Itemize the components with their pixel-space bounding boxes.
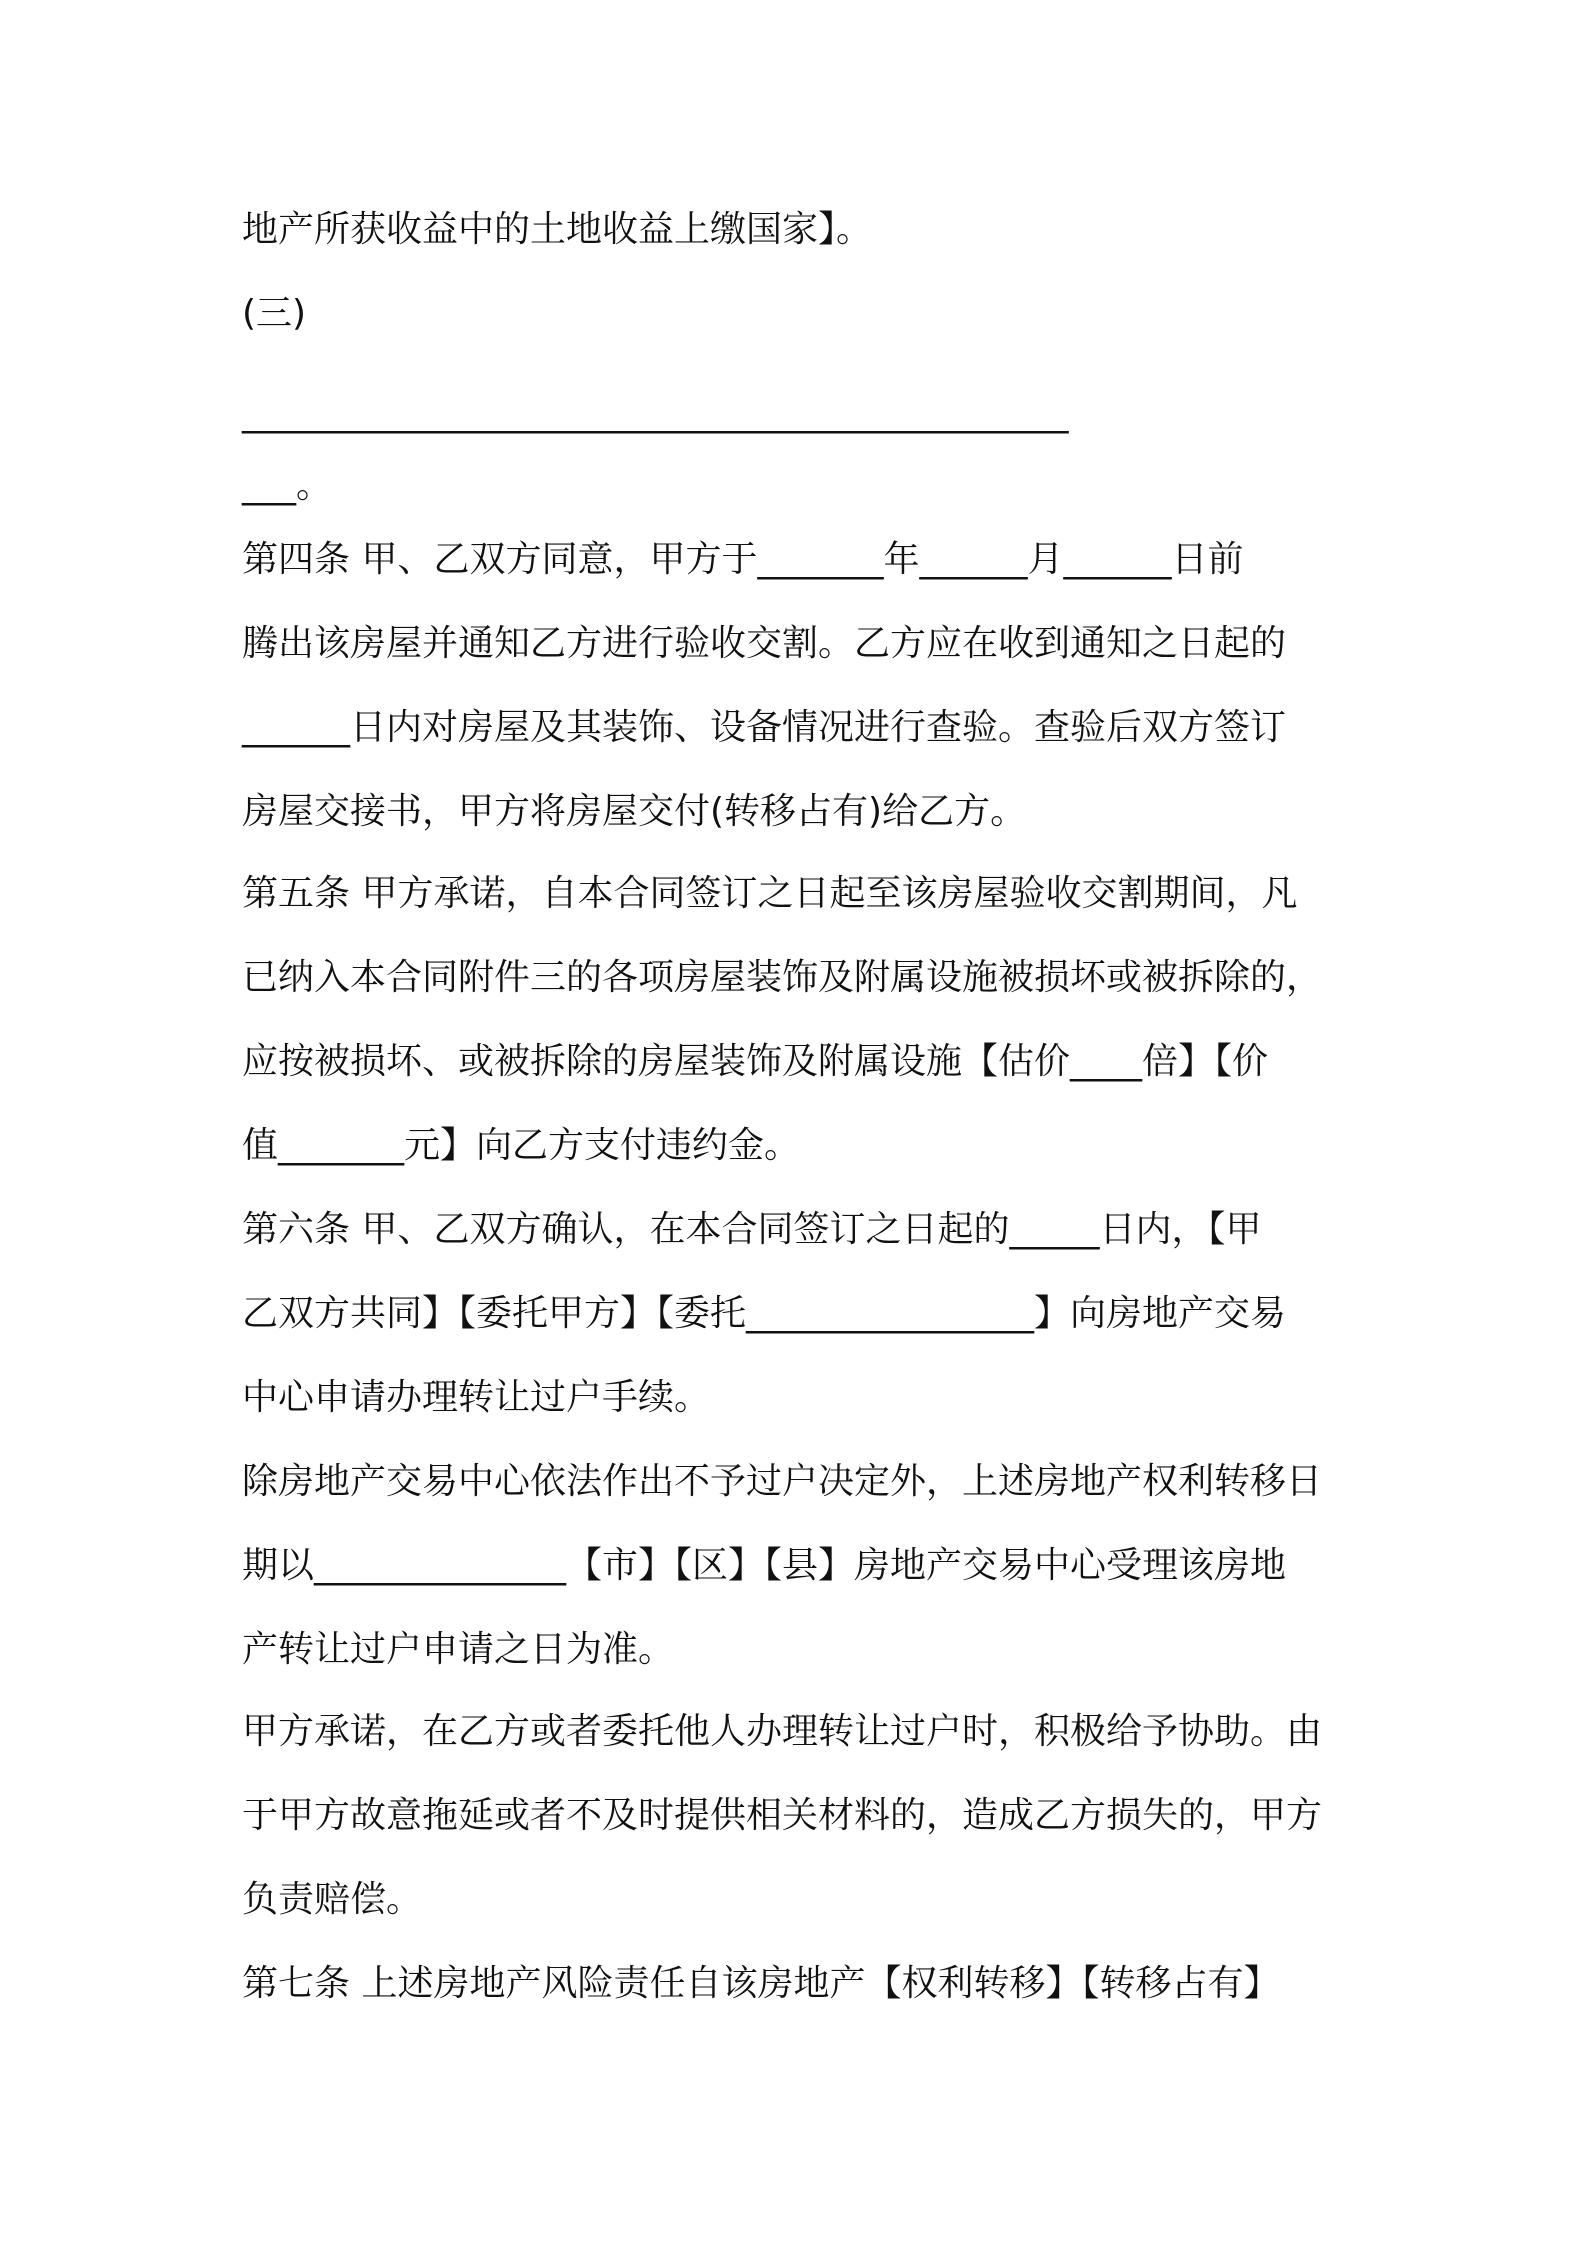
text-line: 值_______元】向乙方支付违约金。 <box>242 1125 801 1166</box>
text-line: 期以______________【市】【区】【县】房地产交易中心受理该房地 <box>242 1545 1287 1586</box>
article-6-line: 第六条 甲、乙双方确认，在本合同签订之日起的_____日内，【甲 <box>242 1209 1262 1250</box>
text-line: ___。 <box>242 465 333 506</box>
text-line: 于甲方故意拖延或者不及时提供相关材料的，造成乙方损失的，甲方 <box>242 1795 1323 1836</box>
text-line: 中心申请办理转让过户手续。 <box>242 1377 711 1418</box>
text-line: 乙双方共同】【委托甲方】【委托________________】向房地产交易 <box>242 1293 1287 1334</box>
text-line: 腾出该房屋并通知乙方进行验收交割。乙方应在收到通知之日起的 <box>242 623 1287 664</box>
section-heading: (三) <box>242 293 307 334</box>
text-line: 负责赔偿。 <box>242 1879 423 1920</box>
text-line: 应按被损坏、或被拆除的房屋装饰及附属设施【估价____倍】【价 <box>242 1041 1269 1082</box>
blank-fill-line: ________________________________________________________ <box>242 393 1066 434</box>
text-line: 地产所获收益中的土地收益上缴国家】。 <box>242 209 873 250</box>
article-7-line: 第七条 上述房地产风险责任自该房地产【权利转移】【转移占有】 <box>242 1963 1280 2004</box>
text-line: ______日内对房屋及其装饰、设备情况进行查验。查验后双方签订 <box>242 707 1287 748</box>
text-line: 产转让过户申请之日为准。 <box>242 1629 675 1670</box>
text-line: 已纳入本合同附件三的各项房屋装饰及附属设施被损坏或被拆除的， <box>242 957 1323 998</box>
article-4-line: 第四条 甲、乙双方同意，甲方于_______年______月______日前 <box>242 539 1244 580</box>
article-5-line: 第五条 甲方承诺，自本合同签订之日起至该房屋验收交割期间，凡 <box>242 873 1298 914</box>
text-line: 甲方承诺，在乙方或者委托他人办理转让过户时，积极给予协助。由 <box>242 1711 1323 1752</box>
text-line: 除房地产交易中心依法作出不予过户决定外，上述房地产权利转移日 <box>242 1461 1323 1502</box>
text-line: 房屋交接书，甲方将房屋交付(转移占有)给乙方。 <box>242 791 1027 832</box>
